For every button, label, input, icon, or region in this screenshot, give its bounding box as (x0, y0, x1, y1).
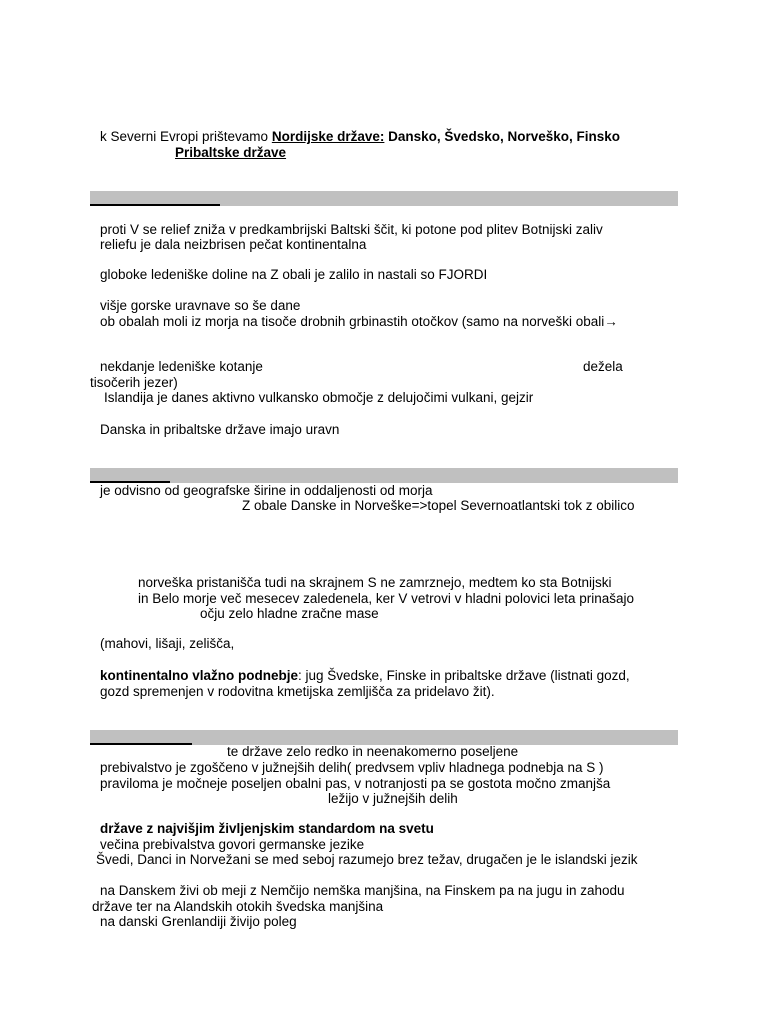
section-header-rule-population (90, 743, 192, 745)
section-header-band-climate (90, 468, 678, 483)
relief-line-6a: nekdanje ledeniške kotanje (100, 359, 263, 374)
section-header-rule-relief (90, 204, 220, 206)
relief-line-9: Danska in pribaltske države imajo uravn (100, 422, 340, 437)
population-line-3: praviloma je močneje poseljen obalni pas, v notranjosti pa se gostota močno zmanjša (100, 776, 611, 791)
relief-line-8: Islandija je danes aktivno vulkansko območje z delujočimi vulkani, gejzir (104, 390, 534, 405)
relief-line-4: višje gorske uravnave so še dane (100, 298, 301, 313)
climate-line-1: je odvisno od geografske širine in oddaljenosti od morja (100, 483, 433, 498)
relief-line-2: reliefu je dala neizbrisen pečat kontinentalna (100, 237, 367, 252)
relief-line-1: proti V se relief zniža v predkambrijski Baltski ščit, ki potone pod plitev Botnijski zaliv (100, 222, 603, 237)
climate-line-2: Z obale Danske in Norveške=>topel Severnoatlantski tok z obilico (242, 498, 635, 513)
climate-line-6: (mahovi, lišaji, zelišča, (100, 636, 235, 651)
relief-line-7: tisočerih jezer) (90, 375, 178, 390)
population-line-5: države z najvišjim življenjskim standardom na svetu (100, 821, 434, 836)
arrow-right-icon: → (604, 314, 618, 329)
continental-climate-term: kontinentalno vlažno podnebje (100, 668, 299, 683)
relief-line-5 (100, 314, 618, 330)
continental-climate-desc: : jug Švedske, Finske in pribaltske države (listnati gozd, (298, 668, 630, 683)
baltic-label: Pribaltske države (175, 145, 287, 160)
population-line-8: na Danskem živi ob meji z Nemčijo nemška manjšina, na Finskem pa na jugu in zahodu (100, 883, 625, 898)
population-line-2: prebivalstvo je zgoščeno v južnejših delih( predvsem vpliv hladnega podnebja na S ) (100, 760, 604, 775)
intro-prefix: k Severni Evropi prištevamo (100, 129, 269, 144)
relief-line-3: globoke ledeniške doline na Z obali je zalilo in nastali so FJORDI (100, 267, 488, 282)
population-line-9: države ter na Alandskih otokih švedska manjšina (92, 899, 384, 914)
climate-line-7 (100, 668, 630, 684)
relief-line-6b: dežela (583, 359, 623, 374)
climate-line-5: očju zelo hladne zračne mase (200, 606, 379, 621)
climate-line-3: norveška pristanišča tudi na skrajnem S ne zamrznejo, medtem ko sta Botnijski (138, 575, 612, 590)
climate-line-8: gozd spremenjen v rodovitna kmetijska zemljišča za pridelavo žit). (100, 684, 495, 699)
climate-line-4: in Belo morje več mesecev zaledenela, ker V vetrovi v hladni polovici leta prinašajo (138, 591, 634, 606)
population-line-6: večina prebivalstva govori germanske jezike (100, 837, 365, 852)
relief-line-5-text: ob obalah moli iz morja na tisoče drobnih grbinastih otočkov (samo na norveški obali (100, 314, 605, 329)
population-line-1: te države zelo redko in neenakomerno poseljene (227, 744, 519, 759)
population-line-4: ležijo v južnejših delih (328, 791, 458, 806)
intro-line (100, 129, 620, 145)
nordic-label: Nordijske države: (271, 129, 385, 144)
nordic-countries: Dansko, Švedsko, Norveško, Finsko (388, 129, 620, 144)
population-line-7: Švedi, Danci in Norvežani se med seboj razumejo brez težav, drugačen je le islandski jezik (96, 852, 638, 867)
population-line-10: na danski Grenlandiji živijo poleg (100, 914, 297, 929)
